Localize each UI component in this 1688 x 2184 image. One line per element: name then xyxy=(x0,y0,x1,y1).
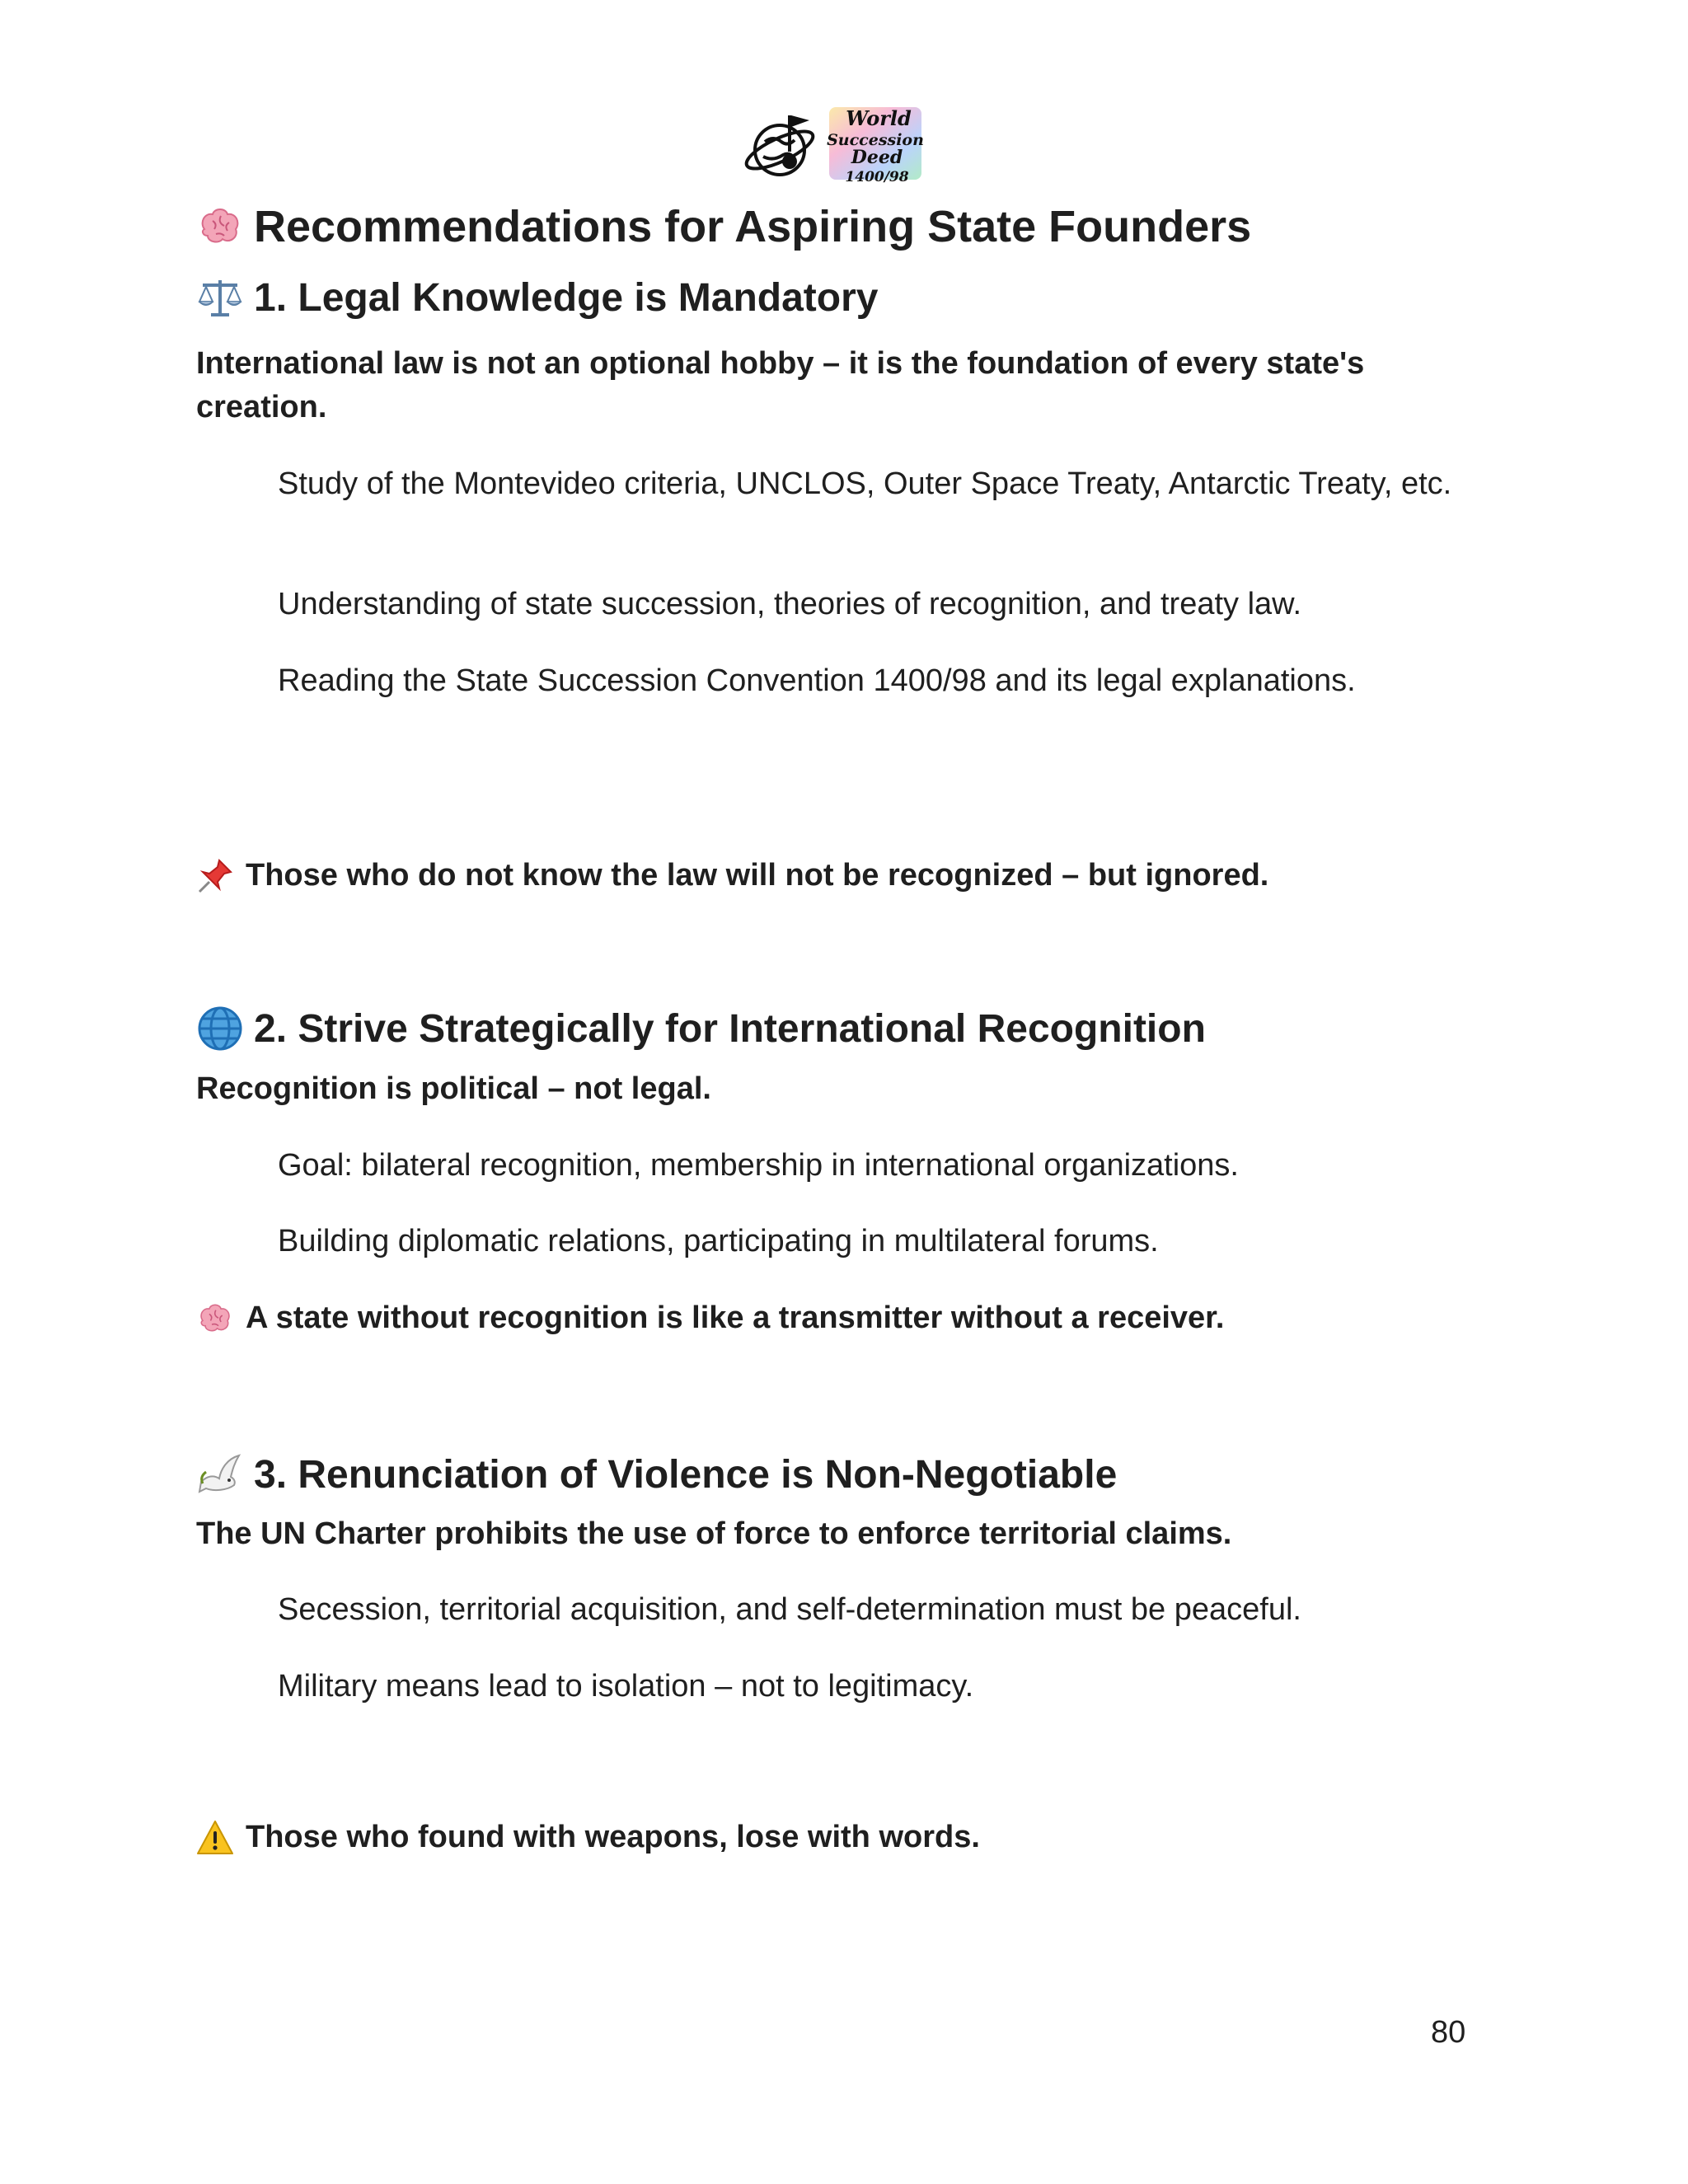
svg-text:Succession: Succession xyxy=(827,131,924,149)
section-note-text: A state without recognition is like a transmitter without a receiver. xyxy=(246,1301,1225,1335)
section-heading-international-recognition xyxy=(196,1005,1206,1052)
brain-icon xyxy=(196,203,244,251)
pushpin-icon xyxy=(196,857,234,895)
globe-icon xyxy=(196,1005,244,1052)
list-item: Study of the Montevideo criteria, UNCLOS, Outer Space Treaty, Antarctic Treaty, etc. xyxy=(278,466,1452,501)
page-title xyxy=(196,201,1251,252)
world-succession-deed-logo xyxy=(740,102,928,190)
section-note xyxy=(196,854,1268,898)
section-lead: Recognition is political – not legal. xyxy=(196,1071,711,1106)
dove-icon xyxy=(196,1451,244,1498)
scales-icon xyxy=(196,274,244,321)
list-item: Military means lead to isolation – not to legitimacy. xyxy=(278,1669,974,1704)
list-item: Reading the State Succession Convention 1400/98 and its legal explanations. xyxy=(278,663,1356,698)
section-note xyxy=(196,1296,1224,1340)
list-item: Secession, territorial acquisition, and self-determination must be peaceful. xyxy=(278,1592,1301,1627)
section-note xyxy=(196,1816,980,1859)
section-note-text: Those who found with weapons, lose with words. xyxy=(246,1820,980,1854)
section-lead: International law is not an optional hobby – it is the foundation of every state's creation. xyxy=(196,346,1365,424)
section-heading-text: 2. Strive Strategically for International Recognition xyxy=(254,1006,1206,1051)
section-lead: The UN Charter prohibits the use of force to enforce territorial claims. xyxy=(196,1516,1232,1551)
list-item: Goal: bilateral recognition, membership in international organizations. xyxy=(278,1148,1239,1183)
svg-text:World: World xyxy=(846,106,912,130)
list-item: Building diplomatic relations, participating in multilateral forums. xyxy=(278,1224,1159,1258)
warning-icon xyxy=(196,1819,234,1857)
svg-text:Deed: Deed xyxy=(851,147,903,168)
section-heading-text: 3. Renunciation of Violence is Non-Negotiable xyxy=(254,1452,1118,1497)
section-heading-legal-knowledge xyxy=(196,274,878,321)
page-title-text: Recommendations for Aspiring State Founders xyxy=(254,202,1252,251)
section-heading-text: 1. Legal Knowledge is Mandatory xyxy=(254,275,879,320)
brain-icon xyxy=(196,1300,234,1338)
section-heading-renunciation-of-violence xyxy=(196,1451,1117,1498)
section-note-text: Those who do not know the law will not be recognized – but ignored. xyxy=(246,858,1269,893)
list-item: Understanding of state succession, theories of recognition, and treaty law. xyxy=(278,587,1302,621)
page-number: 80 xyxy=(1431,2015,1466,2050)
svg-text:1400/98: 1400/98 xyxy=(845,169,909,185)
